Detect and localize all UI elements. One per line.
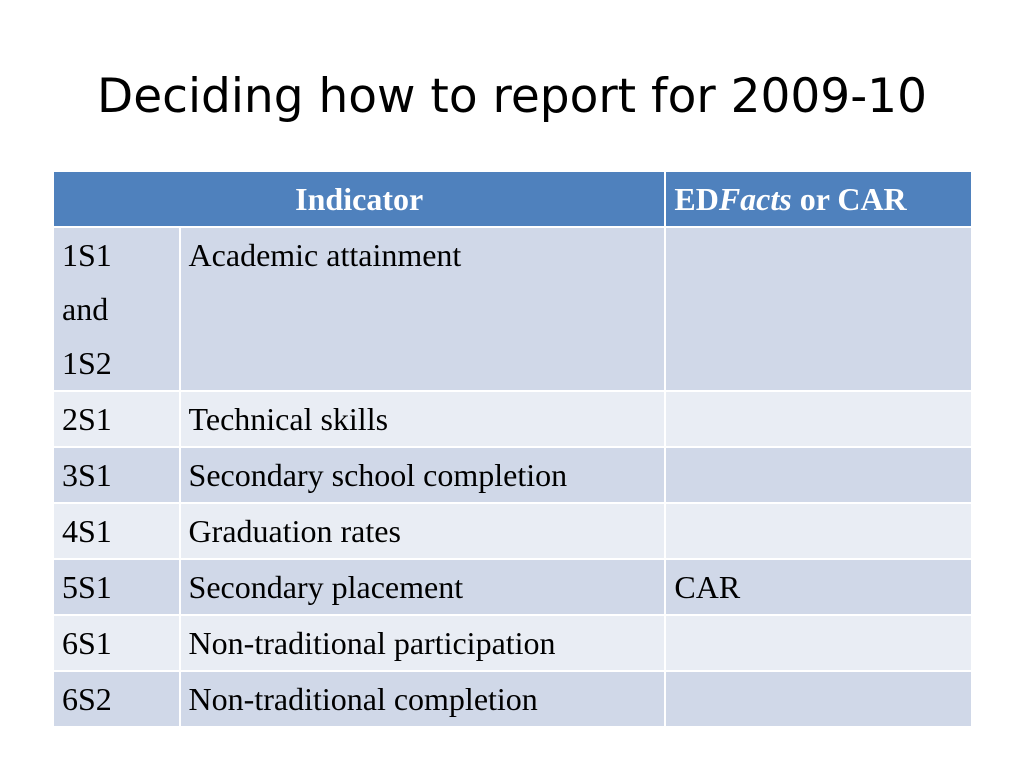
table-row — [53, 391, 972, 447]
table-row — [53, 615, 972, 671]
indicator-name: Graduation rates — [180, 503, 666, 559]
header-source — [665, 171, 972, 227]
table-row — [53, 447, 972, 503]
indicator-code-line: 1S2 — [62, 345, 112, 381]
indicator-source: CAR — [665, 559, 972, 615]
indicator-name: Academic attainment — [180, 227, 666, 391]
indicator-source — [665, 503, 972, 559]
indicator-code: 4S1 — [53, 503, 180, 559]
header-source-suffix: or CAR — [791, 181, 907, 217]
indicator-source — [665, 447, 972, 503]
indicator-code: 5S1 — [53, 559, 180, 615]
indicator-code — [53, 227, 180, 391]
slide-title: Deciding how to report for 2009-10 — [97, 69, 927, 124]
table-header-row — [53, 171, 972, 227]
indicator-source — [665, 671, 972, 727]
indicator-code: 2S1 — [53, 391, 180, 447]
indicator-code-line: and — [62, 291, 109, 327]
indicator-name: Secondary placement — [180, 559, 666, 615]
table-row — [53, 503, 972, 559]
indicator-table — [52, 170, 973, 728]
indicator-source — [665, 227, 972, 391]
indicator-code-line: 1S1 — [62, 237, 112, 273]
header-indicator: Indicator — [53, 171, 665, 227]
indicator-name: Technical skills — [180, 391, 666, 447]
table-row — [53, 559, 972, 615]
indicator-name: Non-traditional completion — [180, 671, 666, 727]
table-row — [53, 227, 972, 391]
indicator-source — [665, 615, 972, 671]
indicator-code: 6S2 — [53, 671, 180, 727]
indicator-name: Secondary school completion — [180, 447, 666, 503]
header-source-italic: Facts — [718, 181, 792, 217]
table-row — [53, 671, 972, 727]
indicator-name: Non-traditional participation — [180, 615, 666, 671]
header-source-prefix: ED — [674, 181, 719, 217]
indicator-code: 6S1 — [53, 615, 180, 671]
indicator-code: 3S1 — [53, 447, 180, 503]
indicator-source — [665, 391, 972, 447]
